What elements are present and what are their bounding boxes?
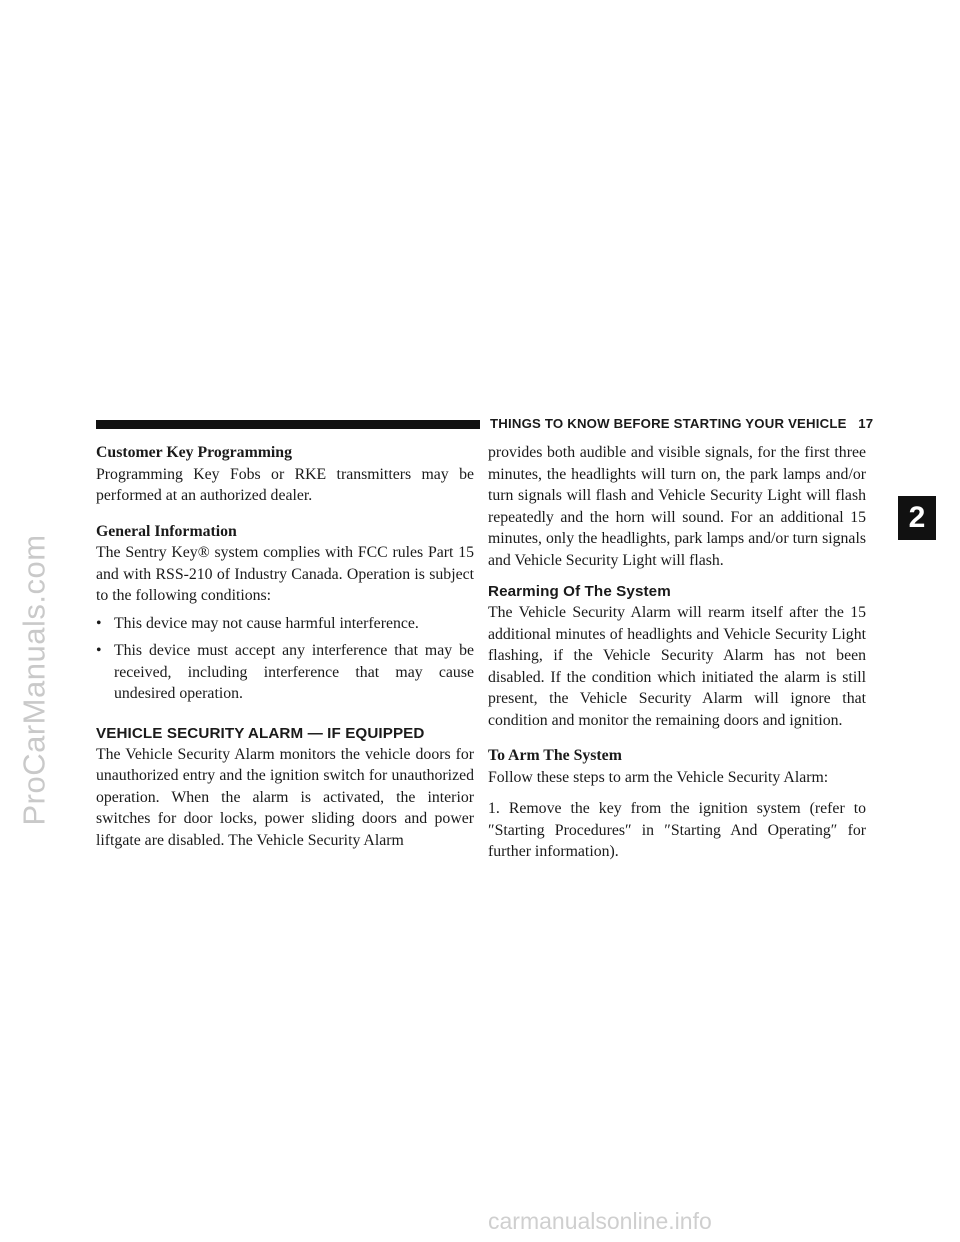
footer-watermark: carmanualsonline.info (488, 1208, 712, 1234)
spacer (96, 705, 474, 723)
right-column (488, 442, 866, 863)
header-title: THINGS TO KNOW BEFORE STARTING YOUR VEHICLE (490, 416, 847, 431)
list-item (96, 640, 474, 705)
bullet-icon: • (96, 614, 102, 632)
chapter-tab (898, 496, 936, 540)
spacer (96, 507, 474, 521)
customer-key-paragraph: Programming Key Fobs or RKE transmitters may be performed at an authorized dealer. (96, 465, 474, 504)
spacer (488, 788, 866, 798)
running-header (490, 416, 873, 431)
arm-intro-paragraph: Follow these steps to arm the Vehicle Security Alarm: (488, 768, 829, 786)
side-watermark (10, 180, 60, 1180)
left-column (96, 442, 474, 851)
page-number: 17 (858, 416, 874, 431)
spacer (488, 571, 866, 581)
alarm-continued-paragraph: provides both audible and visible signals, for the first three minutes, the headlights will turn on, the park lamps and/or turn signals will flash and Vehicle Security Light will flash repeatedly and the horn will sound. For an additional 15 minutes, only the headlights, park lamps and/or turn signals and Vehicle Security Light will flash. (488, 444, 866, 569)
bullet-icon: • (96, 642, 102, 659)
arm-step-1: 1. Remove the key from the ignition system (refer to ″Starting Procedures″ in ″Starting And Operating″ for further information). (488, 800, 866, 860)
bullet-text: This device must accept any interference that may be received, including interference that may cause undesired operation. (114, 642, 474, 702)
rearming-heading: Rearming Of The System (488, 583, 671, 600)
side-watermark-text: ProCarManuals.com (17, 534, 53, 826)
alarm-paragraph: The Vehicle Security Alarm monitors the vehicle doors for unauthorized entry and the ignition switch for unauthorized operation. When the alarm is activated, the interior switches for door locks, power sliding doors and power liftgate are disabled. The Vehicle Security Alarm (96, 745, 474, 849)
alarm-heading: VEHICLE SECURITY ALARM — IF EQUIPPED (96, 724, 425, 742)
general-info-paragraph: The Sentry Key® system complies with FCC rules Part 15 and with RSS-210 of Industry Canada. Operation is subject to the following conditions: (96, 544, 474, 604)
list-item (96, 613, 474, 635)
rearming-paragraph: The Vehicle Security Alarm will rearm itself after the 15 additional minutes of headlights and Vehicle Security Light flashing, if the Vehicle Security Alarm has not been disabled. If the condition which initiated the alarm is still present, the Vehicle Security Alarm will ignore that condition and monitor the remaining doors and ignition. (488, 604, 866, 729)
bullet-text: This device may not cause harmful interference. (114, 614, 419, 632)
arm-heading: To Arm The System (488, 747, 622, 764)
header-rule (96, 420, 480, 429)
spacer (488, 731, 866, 745)
chapter-number: 2 (908, 501, 926, 534)
customer-key-heading: Customer Key Programming (96, 444, 292, 461)
general-info-heading: General Information (96, 522, 237, 540)
